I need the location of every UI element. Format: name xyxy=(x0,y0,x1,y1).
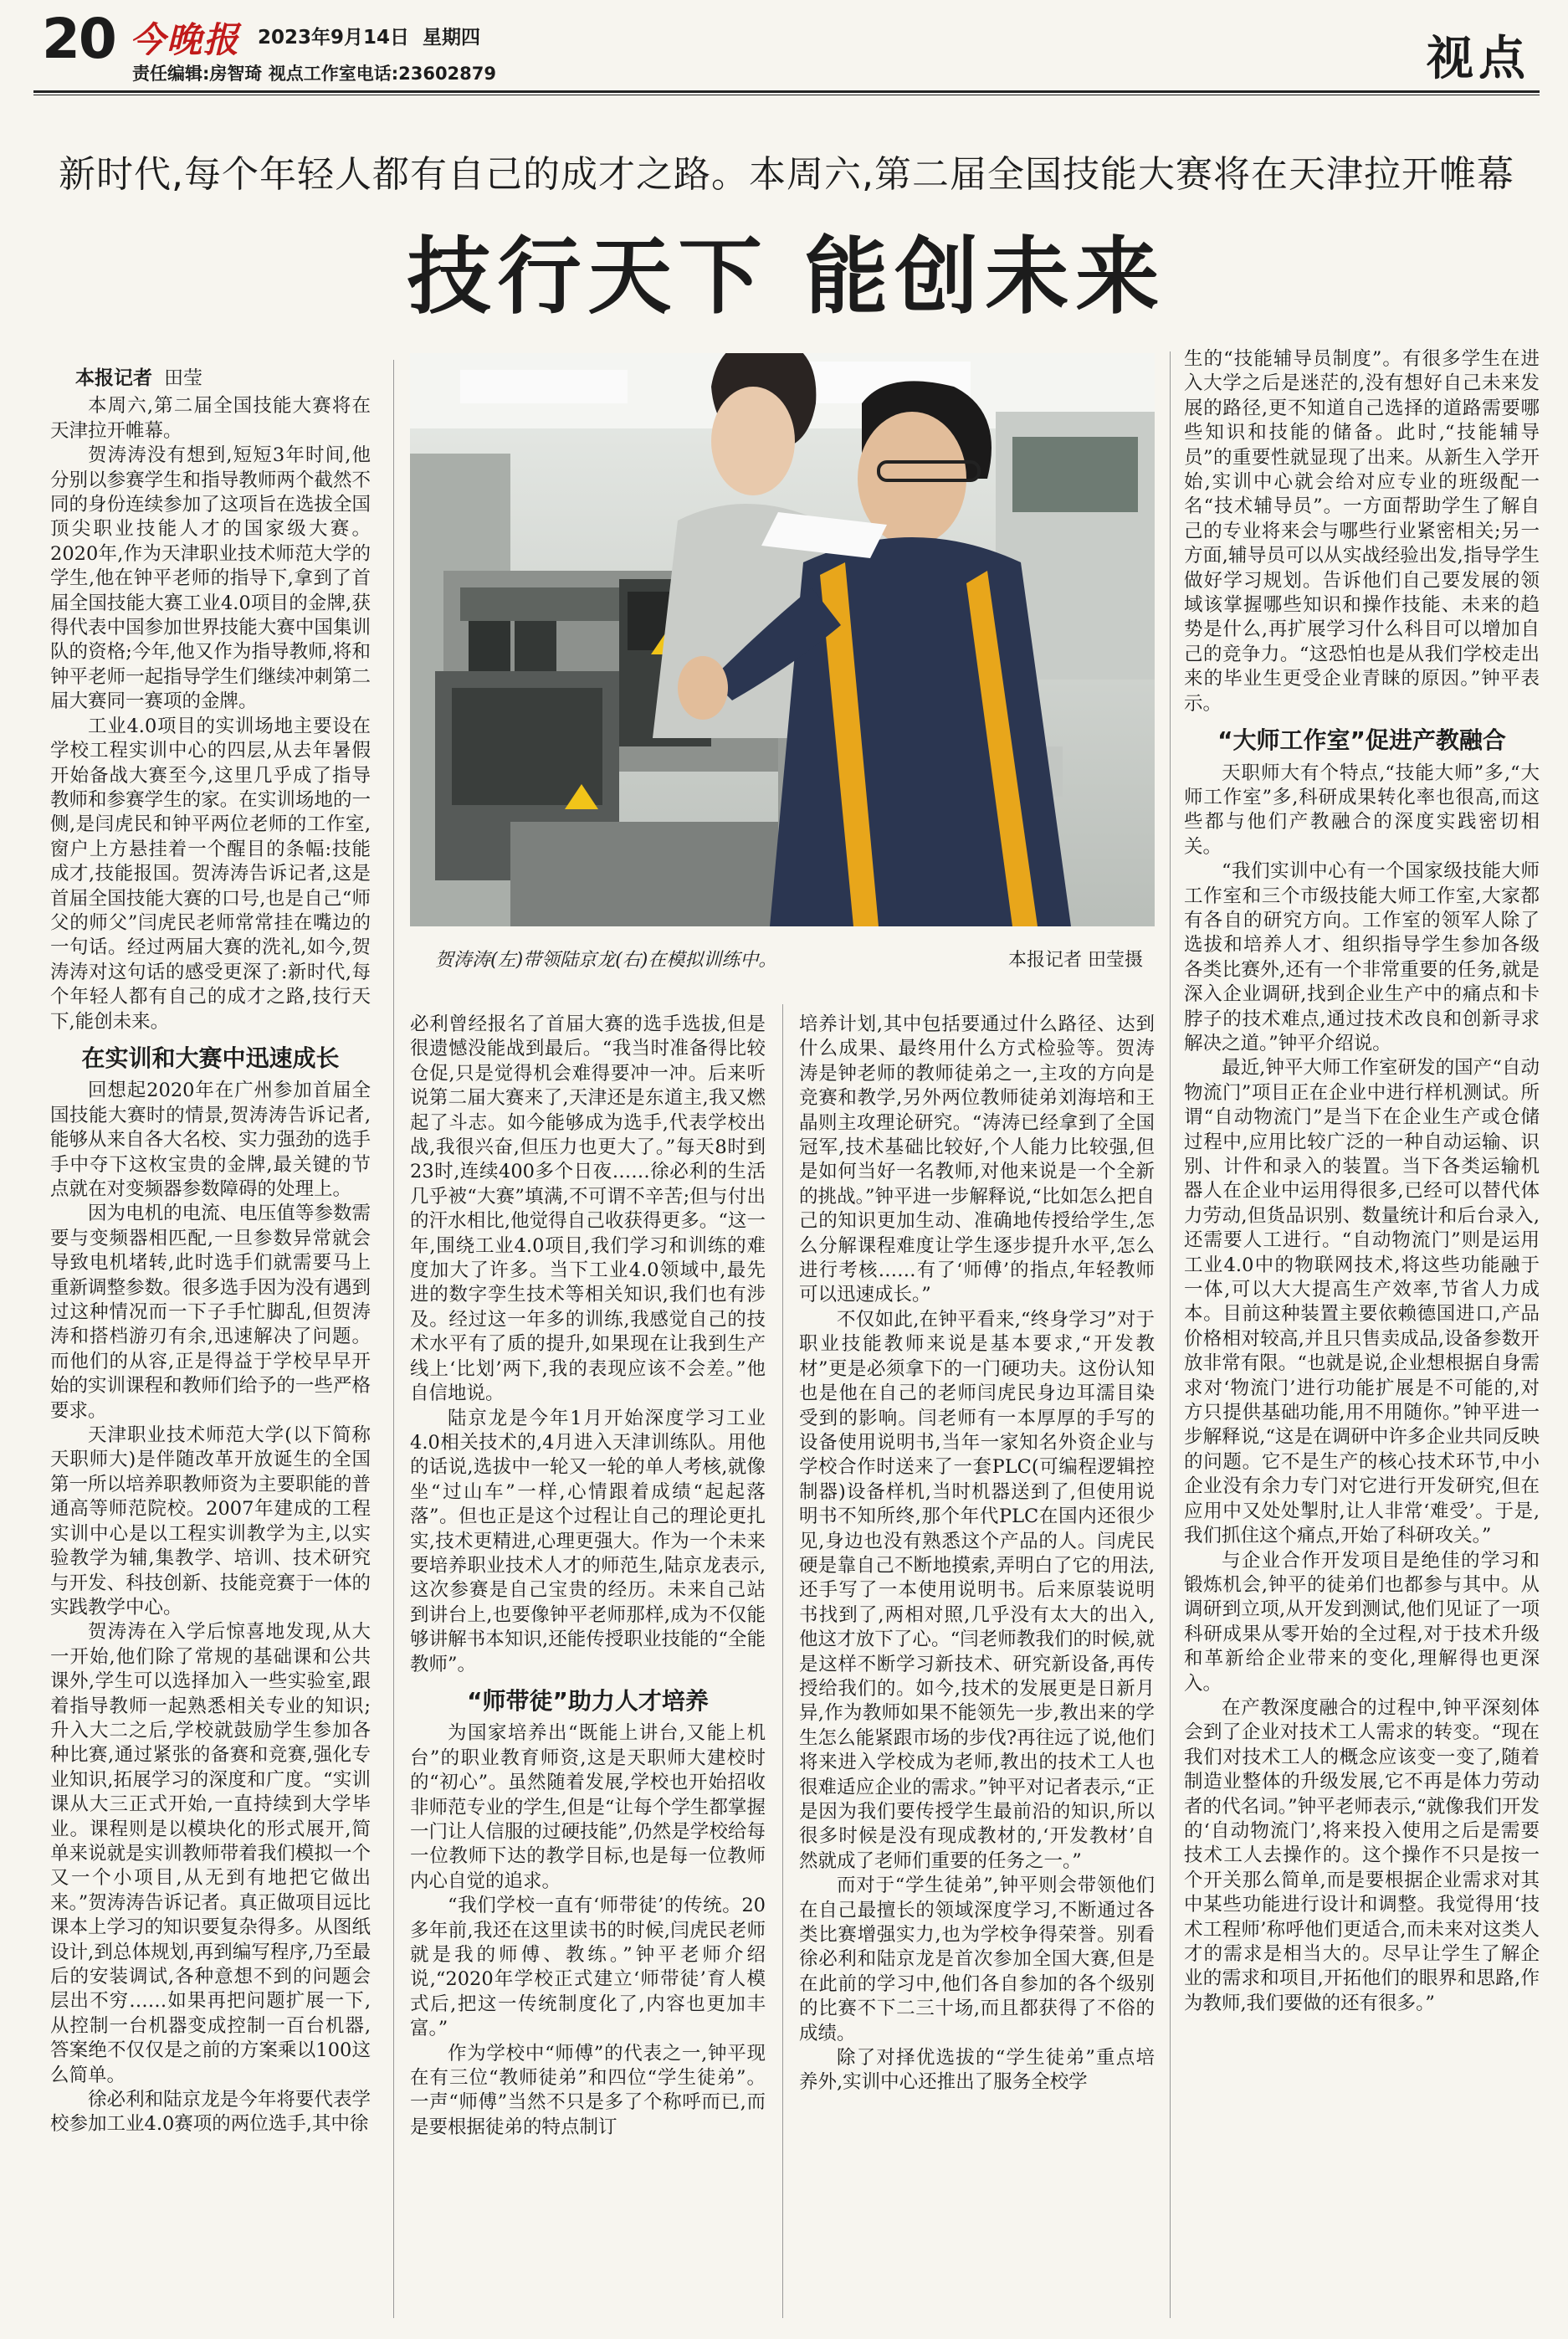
training-photo-illustration xyxy=(410,353,1155,926)
paragraph: 陆京龙是今年1月开始深度学习工业4.0相关技术的,4月进入天津训练队。用他的话说,选拔中一轮又一轮的单人考核,就像坐“过山车”一样,心情跟着成绩“起起落落”。但也正是这个过程让自己的理论更扎实,技术更精进,心理更强大。作为一个未来要培养职业技术人才的师范生,陆京龙表示,这次参赛是自己宝贵的经历。未来自己站到讲台上,也要像钟平老师那样,成为不仅能够讲解书本知识,还能传授职业技能的“全能教师”。 xyxy=(410,1407,766,1675)
byline-label: 本报记者 xyxy=(75,367,152,389)
paragraph: 而对于“学生徒弟”,钟平则会带领他们在自己最擅长的领域深度学习,不断通过各类比赛增强实力,也为学校争得荣誉。别看徐必利和陆京龙是首次参加全国大赛,但是在此前的学习中,他们各自参加的各个级别的比赛不下二三十场,而且都获得了不俗的成绩。 xyxy=(799,1875,1155,2044)
issue-date: 2023年9月14日 星期四 xyxy=(258,27,481,49)
article-column-4 xyxy=(1184,347,1540,2326)
newspaper-logo: 今晚报 xyxy=(130,19,241,60)
section-heading: 在实训和大赛中迅速成长 xyxy=(81,1044,340,1072)
column-divider xyxy=(1170,351,1171,2318)
paragraph: 因为电机的电流、电压值等参数需要与变频器相匹配,一旦参数异常就会导致电机堵转,此时选手们就需要马上重新调整参数。很多选手因为没有遇到过这种情况而一下子手忙脚乱,但贺涛涛和搭档游刃有余,迅速解决了问题。而他们的从容,正是得益于学校早早开始的实训课程和教师们给予的一些严格要求。 xyxy=(50,1203,371,1422)
article-column-1 xyxy=(50,360,371,2326)
column-divider xyxy=(782,1004,783,2318)
paragraph: 回想起2020年在广州参加首届全国技能大赛时的情景,贺涛涛告诉记者,能够从来自各大名校、实力强劲的选手手中夺下这枚宝贵的金牌,最关键的节点就在对变频器参数障碍的处理上。 xyxy=(50,1080,371,1200)
page-header xyxy=(0,0,1568,90)
paragraph: 天职师大有个特点,“技能大师”多,“大师工作室”多,科研成果转化率也很高,而这些都与他们产教融合的深度实践密切相关。 xyxy=(1184,762,1540,858)
photo-caption: 贺涛涛(左)带领陆京龙(右)在模拟训练中。 xyxy=(435,950,777,971)
photo-credit: 本报记者 田莹摄 xyxy=(1008,950,1143,971)
article-subtitle: 新时代,每个年轻人都有自己的成才之路。本周六,第二届全国技能大赛将在天津拉开帷幕 xyxy=(59,153,1514,196)
byline-name: 田莹 xyxy=(164,367,202,389)
paragraph: 本周六,第二届全国技能大赛将在天津拉开帷幕。 xyxy=(50,395,371,442)
paragraph: 必利曾经报名了首届大赛的选手选拔,但是很遗憾没能战到最后。“我当时准备得比较仓促,只是觉得机会难得要冲一冲。后来听说第二届大赛来了,天津还是东道主,我又燃起了斗志。如今能够成为选手,代表学校出战,我很兴奋,但压力也更大了。”每天8时到23时,连续400多个日夜……徐必利的生活几乎被“大赛”填满,不可谓不辛苦;但与付出的汗水相比,他觉得自己收获得更多。“这一年,围绕工业4.0项目,我们学习和训练的难度加大了许多。当下工业4.0领域中,最先进的数字孪生技术等相关知识,我们也有涉及。经过这一年多的训练,我感觉自己的技术水平有了质的提升,如果现在让我到生产线上‘比划’两下,我的表现应该不会差。”他自信地说。 xyxy=(410,1013,766,1405)
paragraph: 与企业合作开发项目是绝佳的学习和锻炼机会,钟平的徒弟们也都参与其中。从调研到立项,从开发到测试,他们见证了一项科研成果从零开始的全过程,对于技术升级和革新给企业带来的变化,理解得也更深入。 xyxy=(1184,1549,1540,1695)
column-divider xyxy=(393,360,394,2318)
section-heading: “大师工作室”促进产教融合 xyxy=(1217,726,1506,755)
article-column-3 xyxy=(799,1013,1155,2326)
paragraph: 培养计划,其中包括要通过什么路径、达到什么成果、最终用什么方式检验等。贺涛涛是钟老师的教师徒弟之一,主攻的方向是竞赛和教学,另外两位教师徒弟刘海培和王晶则主攻理论研究。“涛涛已经拿到了全国冠军,技术基础比较好,个人能力比较强,但是如何当好一名教师,对他来说是一个全新的挑战。”钟平进一步解释说,“比如怎么把自己的知识更加生动、准确地传授给学生,怎么分解课程难度让学生逐步提升水平,怎么进行考核……有了‘师傅’的指点,年轻教师可以迅速成长。” xyxy=(799,1013,1155,1306)
paragraph: 除了对择优选拔的“学生徒弟”重点培养外,实训中心还推出了服务全校学 xyxy=(799,2047,1155,2094)
paragraph: 生的“技能辅导员制度”。有很多学生在进入大学之后是迷茫的,没有想好自己未来发展的路径,更不知道自己选择的道路需要哪些知识和技能的储备。此时,“技能辅导员”的重要性就显现了出来。从新生入学开始,实训中心就会给对应专业的班级配一名“技术辅导员”。一方面帮助学生了解自己的专业将来会与哪些行业紧密相关;另一方面,辅导员可以从实战经验出发,指导学生做好学习规划。告诉他们自己要发展的领域该掌握哪些知识和操作技能、未来的趋势是什么,再扩展学习什么科目可以增加自己的竞争力。“这恐怕也是从我们学校走出来的毕业生更受企业青睐的原因。”钟平表示。 xyxy=(1184,348,1540,715)
paragraph: “我们实训中心有一个国家级技能大师工作室和三个市级技能大师工作室,大家都有各自的研究方向。工作室的领军人除了选拔和培养人才、组织指导学生参加各级各类比赛外,还有一个非常重要的任务,就是深入企业调研,找到企业生产中的痛点和卡脖子的技术难点,通过技术改良和创新寻求解决之道。”钟平介绍说。 xyxy=(1184,860,1540,1054)
byline xyxy=(75,367,371,391)
paragraph: 天津职业技术师范大学(以下简称天职师大)是伴随改革开放诞生的全国第一所以培养职教师资为主要职能的普通高等师范院校。2007年建成的工程实训中心是以工程实训教学为主,以实验教学为辅,集教学、培训、技术研究与开发、科技创新、技能竞赛于一体的实践教学中心。 xyxy=(50,1424,371,1618)
paragraph: 徐必利和陆京龙是今年将要代表学校参加工业4.0赛项的两位选手,其中徐 xyxy=(50,2089,371,2136)
article-column-2 xyxy=(410,1013,766,2326)
paragraph: 贺涛涛没有想到,短短3年时间,他分别以参赛学生和指导教师两个截然不同的身份连续参加了这项旨在选拔全国顶尖职业技能人才的国家级大赛。2020年,作为天津职业技术师范大学的学生,他在钟平老师的指导下,拿到了首届全国技能大赛工业4.0项目的金牌,获得代表中国参加世界技能大赛中国集训队的资格;今年,他又作为指导教师,将和钟平老师一起指导学生们继续冲刺第二届大赛同一赛项的金牌。 xyxy=(50,444,371,713)
page-number: 20 xyxy=(42,7,115,71)
paragraph: 最近,钟平大师工作室研发的国产“自动物流门”项目正在企业中进行样机测试。所谓“自动物流门”是当下在企业生产或仓储过程中,应用比较广泛的一种自动运输、识别、计件和录入的装置。当下各类运输机器人在企业中运用得很多,已经可以替代体力劳动,但货品识别、数量统计和后台录入,还需要人工进行。“自动物流门”则是运用工业4.0中的物联网技术,将这些功能融于一体,可以大大提高生产效率,节省人力成本。目前这种装置主要依赖德国进口,产品价格相对较高,并且只售卖成品,设备参数开放非常有限。“也就是说,企业想根据自身需求对‘物流门’进行功能扩展是不可能的,对方只提供基础功能,用不用随你。”钟平进一步解释说,“这是在调研中许多企业共同反映的问题。它不是生产的核心技术环节,中小企业没有余力专门对它进行开发研究,但在应用中又处处掣肘,让人非常‘难受’。于是,我们抓住这个痛点,开始了科研攻关。” xyxy=(1184,1057,1540,1547)
paragraph: “我们学校一直有‘师带徒’的传统。20多年前,我还在这里读书的时候,闫虎民老师就是我的师傅、教练。”钟平老师介绍说,“2020年学校正式建立‘师带徒’育人模式后,把这一传统制度化了,内容也更加丰富。” xyxy=(410,1895,766,2040)
article-photo xyxy=(410,353,1155,926)
paragraph: 在产教深度融合的过程中,钟平深刻体会到了企业对技术工人需求的转变。“现在我们对技术工人的概念应该变一变了,随着制造业整体的升级发展,它不再是体力劳动者的代名词。”钟平老师表示,“就像我们开发的‘自动物流门’,将来投入使用之后是需要技术工人去操作的。这个操作不只是按一个开关那么简单,而是要根据企业需求对其中某些功能进行设计和调整。我觉得用‘技术工程师’称呼他们更适合,而未来对这类人才的需求是相当大的。尽早让学生了解企业的需求和项目,开拓他们的眼界和思路,作为教师,我们要做的还有很多。” xyxy=(1184,1696,1540,2014)
section-name: 视点 xyxy=(1427,32,1530,86)
paragraph: 作为学校中“师傅”的代表之一,钟平现在有三位“教师徒弟”和四位“学生徒弟”。一声“师傅”当然不只是多了个称呼而已,而是要根据徒弟的特点制订 xyxy=(410,2042,766,2138)
header-rule xyxy=(33,90,1540,93)
article-title: 技行天下 能创未来 xyxy=(407,228,1166,326)
paragraph: 为国家培养出“既能上讲台,又能上机台”的职业教育师资,这是天职师大建校时的“初心”。虽然随着发展,学校也开始招收非师范专业的学生,但是“让每个学生都掌握一门让人信服的过硬技能”,仍然是学校给每一位教师下达的教学目标,也是每一位教师内心自觉的追求。 xyxy=(410,1722,766,1892)
paragraph: 工业4.0项目的实训场地主要设在学校工程实训中心的四层,从去年暑假开始备战大赛至今,这里几乎成了指导教师和参赛学生的家。在实训场地的一侧,是闫虎民和钟平两位老师的工作室,窗户上方悬挂着一个醒目的条幅:技能成才,技能报国。贺涛涛告诉记者,这是首届全国技能大赛的口号,也是自己“师父的师父”闫虎民老师常常挂在嘴边的一句话。经过两届大赛的洗礼,如今,贺涛涛对这句话的感受更深了:新时代,每个年轻人都有自己的成才之路,技行天下,能创未来。 xyxy=(50,715,371,1033)
editor-line: 责任编辑:房智琦 视点工作室电话:23602879 xyxy=(132,64,497,84)
paragraph: 不仅如此,在钟平看来,“终身学习”对于职业技能教师来说是基本要求,“开发教材”更是必须拿下的一门硬功夫。这份认知也是他在自己的老师闫虎民身边耳濡目染受到的影响。闫老师有一本厚厚的手写的设备使用说明书,当年一家知名外资企业与学校合作时送来了一套PLC(可编程逻辑控制器)设备样机,当时机器送到了,但使用说明书不知所终,那个年代PLC在国内还很少见,身边也没有熟悉这个产品的人。闫虎民硬是靠自己不断地摸索,弄明白了它的用法,还手写了一本使用说明书。后来原装说明书找到了,两相对照,几乎没有太大的出入,他这才放下了心。“闫老师教我们的时候,就是这样不断学习新技术、研究新设备,再传授给我们的。如今,技术的发展更是日新月异,作为教师如果不能领先一步,教出来的学生怎么能紧跟市场的步伐?再往远了说,他们将来进入学校成为老师,教出的技术工人也很难适应企业的需求。”钟平对记者表示,“正是因为我们要传授学生最前沿的知识,所以很多时候是没有现成教材的,‘开发教材’自然就成了老师们重要的任务之一。” xyxy=(799,1308,1155,1872)
paragraph: 贺涛涛在入学后惊喜地发现,从大一开始,他们除了常规的基础课和公共课外,学生可以选择加入一些实验室,跟着指导教师一起熟悉相关专业的知识;升入大二之后,学校就鼓励学生参加各种比赛,通过紧张的备赛和竞赛,强化专业知识,拓展学习的深度和广度。“实训课从大三正式开始,一直持续到大学毕业。课程则是以模块化的形式展开,简单来说就是实训教师带着我们模拟一个又一个小项目,从无到有地把它做出来。”贺涛涛告诉记者。真正做项目远比课本上学习的知识要复杂得多。从图纸设计,到总体规划,再到编写程序,乃至最后的安装调试,各种意想不到的问题会层出不穷……如果再把问题扩展一下,从控制一台机器变成控制一百台机器,答案绝不仅仅是之前的方案乘以100这么简单。 xyxy=(50,1621,371,2086)
section-heading: “师带徒”助力人才培养 xyxy=(467,1686,709,1715)
